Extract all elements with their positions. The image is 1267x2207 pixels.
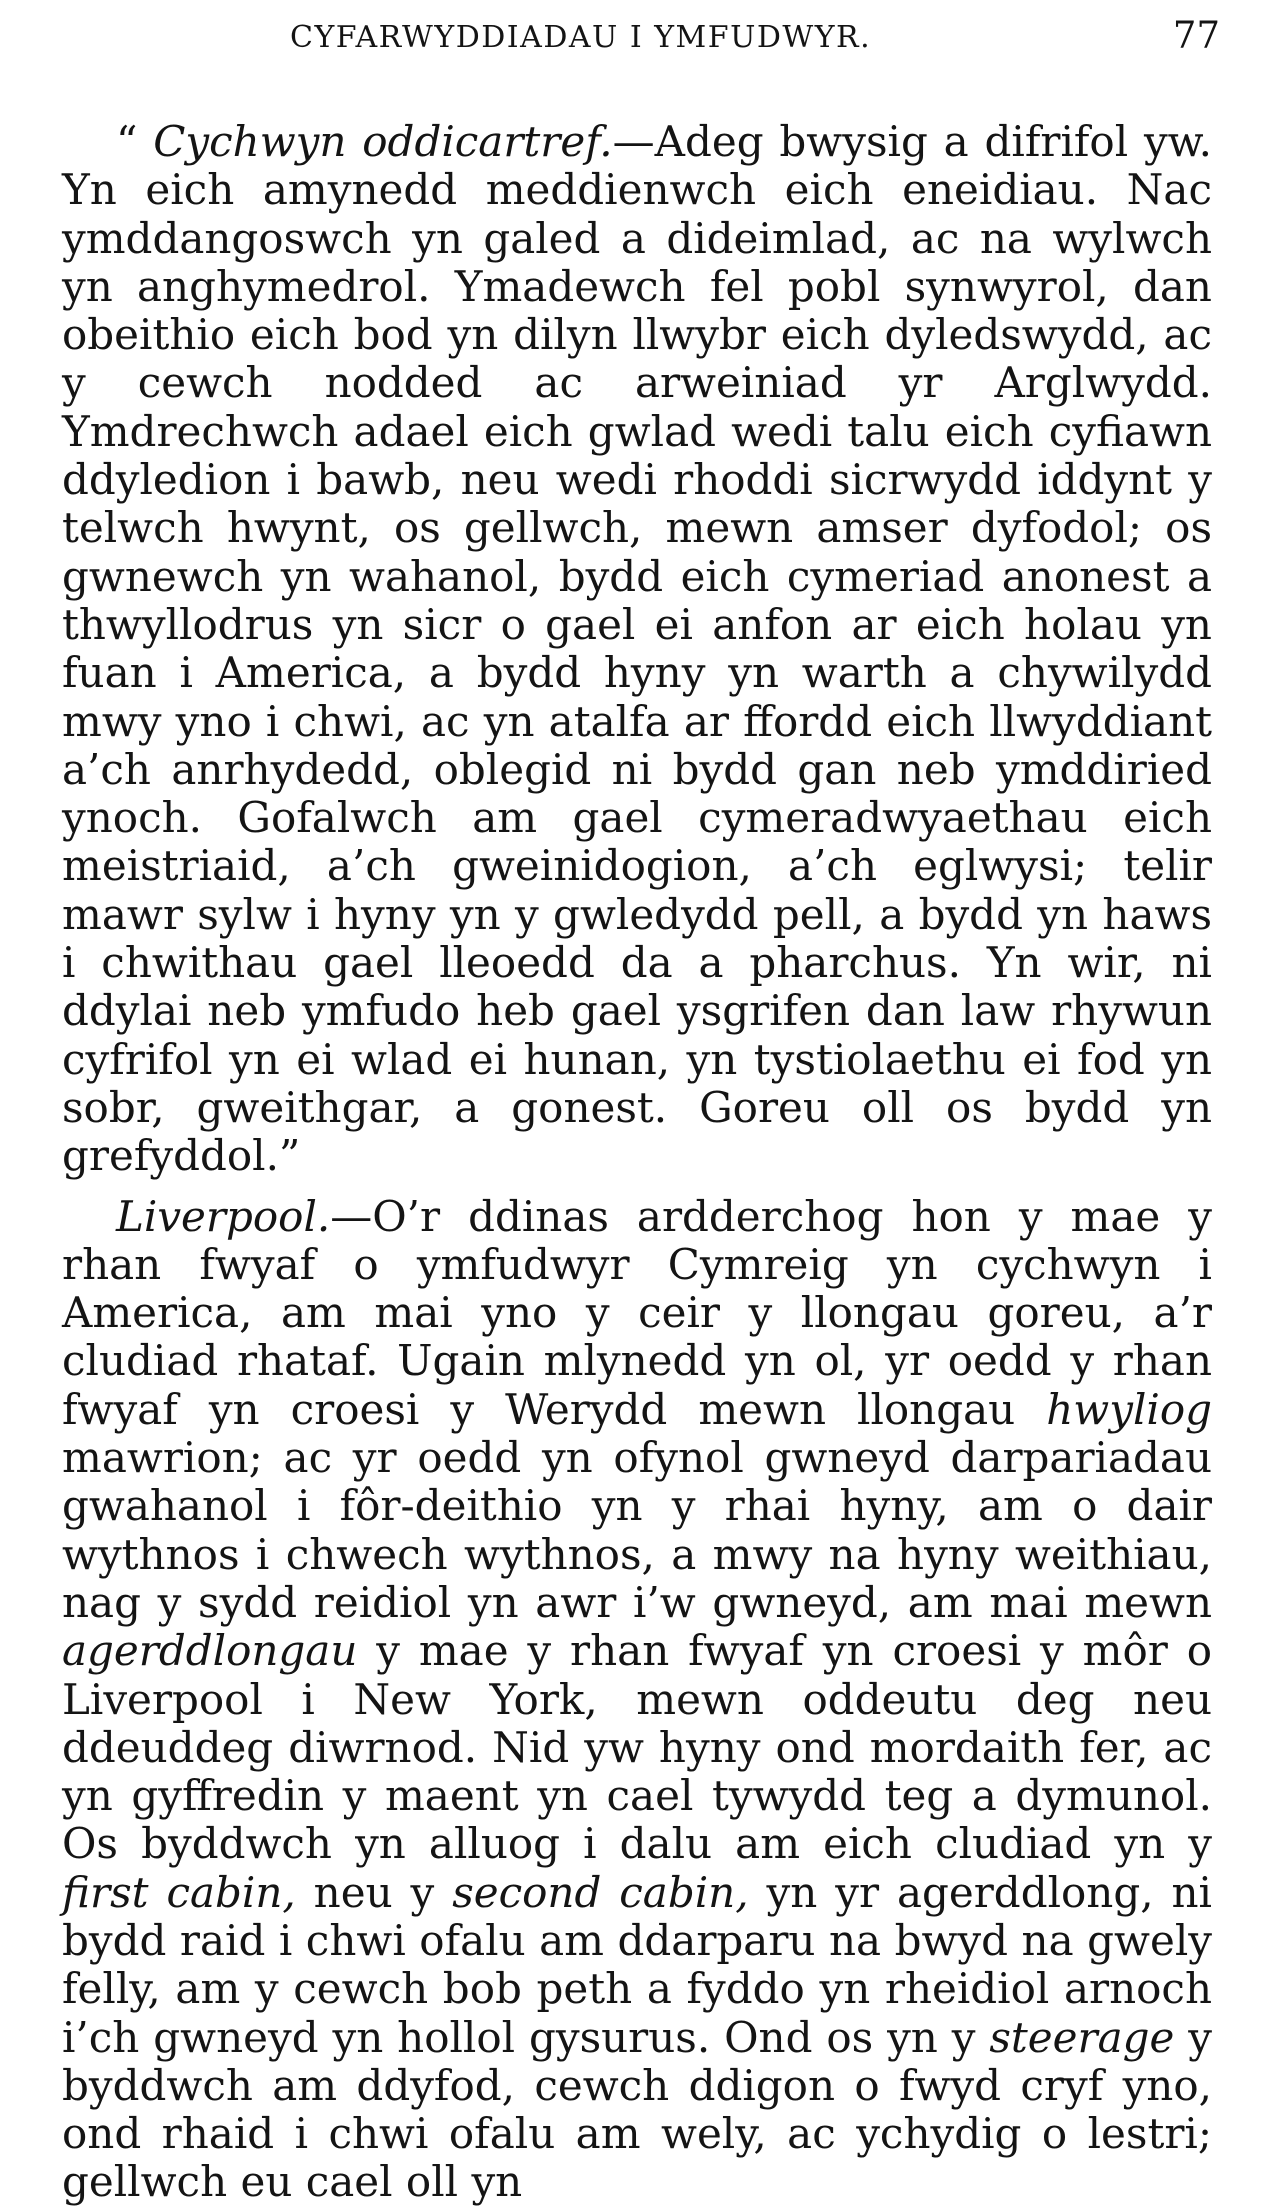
text-run: —O’r ddinas ardderchog hon y mae y rhan fwyaf o ymfudwyr Cymreig yn cychwyn i America, am mai yno y ceir y llongau goreu, a’r cludiad rhataf. Ugain mlynedd yn ol, yr oedd y rhan fwyaf yn croesi y Werydd mewn llongau xyxy=(62,1191,1212,1434)
italic-phrase: hwyliog xyxy=(1046,1384,1212,1434)
italic-phrase: agerddlongau xyxy=(62,1626,358,1676)
text-run: y byddwch am ddyfod, cewch ddigon o fwyd cryf yno, ond rhaid i chwi ofalu am wely, ac ychydig o lestri; gellwch eu cael oll yn xyxy=(62,2012,1213,2207)
page-header xyxy=(60,14,1220,64)
text-run: “ xyxy=(116,117,154,166)
italic-phrase: Liverpool. xyxy=(116,1191,331,1241)
running-title: CYFARWYDDIADAU I YMFUDWYR. xyxy=(290,20,872,55)
text-run: —Adeg bwysig a difrifol yw. Yn eich amynedd meddienwch eich eneidiau. Nac ymddangoswch yn galed a dideimlad, ac na wylwch yn anghymedrol. Ymadewch fel pobl synwyrol, dan obeithio eich bod yn dilyn llwybr eich dyledswydd, ac y cewch nodded ac arweiniad yr Arglwydd. Ymdrechwch adael eich gwlad wedi talu eich cyfiawn ddyledion i bawb, neu wedi rhoddi sicrwydd iddynt y telwch hwynt, os gellwch, mewn amser dyfodol; os gwnewch yn wahanol, bydd eich cymeriad anonest a thwyllodrus yn sicr o gael ei anfon ar eich holau yn fuan i America, a bydd hyny yn warth a chywilydd mwy yno i chwi, ac yn atalfa ar ffordd eich llwyddiant a’ch anrhydedd, oblegid ni bydd gan neb ymddiried ynoch. Gofalwch am gael cymeradwyaethau eich meistriaid, a’ch gweinidogion, a’ch eglwysi; telir mawr sylw i hyny yn y gwledydd pell, a bydd yn haws i chwithau gael lleoedd da a pharchus. Yn wir, ni ddylai neb ymfudo heb gael ysgrifen dan law rhywun cyfrifol yn ei wlad ei hunan, yn tystiolaethu ei fod yn sobr, gweithgar, a gonest. Goreu oll os bydd yn grefyddol.” xyxy=(62,117,1212,1181)
body-text xyxy=(62,118,1212,2207)
italic-phrase: Cychwyn oddicartref. xyxy=(153,117,613,166)
text-run: y mae y rhan fwyaf yn croesi y môr o Liverpool i New York, mewn oddeutu deg neu ddeuddeg diwrnod. Nid yw hyny ond mordaith fer, ac yn gyffredin y maent yn cael tywydd teg a dymunol. Os byddwch yn alluog i dalu am eich cludiad yn y xyxy=(62,1626,1212,1869)
italic-phrase: second cabin, xyxy=(452,1867,749,1917)
page-number: 77 xyxy=(1172,14,1220,57)
text-run: mawrion; ac yr oedd yn ofynol gwneyd darpariadau gwahanol i fôr-deithio yn y rhai hyny, am o dair wythnos i chwech wythnos, a mwy na hyny weithiau, nag y sydd reidiol yn awr i’w gwneyd, am mai mewn xyxy=(62,1433,1212,1627)
italic-phrase: steerage xyxy=(989,2012,1175,2062)
text-run: yn yr agerddlong, ni bydd raid i chwi ofalu am ddarparu na bwyd na gwely felly, am y cewch bob peth a fyddo yn rheidiol arnoch i’ch gwneyd yn hollol gysurus. Ond os yn y xyxy=(62,1867,1212,2062)
paragraph xyxy=(62,1193,1212,2207)
italic-phrase: first cabin, xyxy=(62,1867,296,1917)
paragraph xyxy=(62,118,1212,1181)
text-run: neu y xyxy=(295,1867,453,1917)
